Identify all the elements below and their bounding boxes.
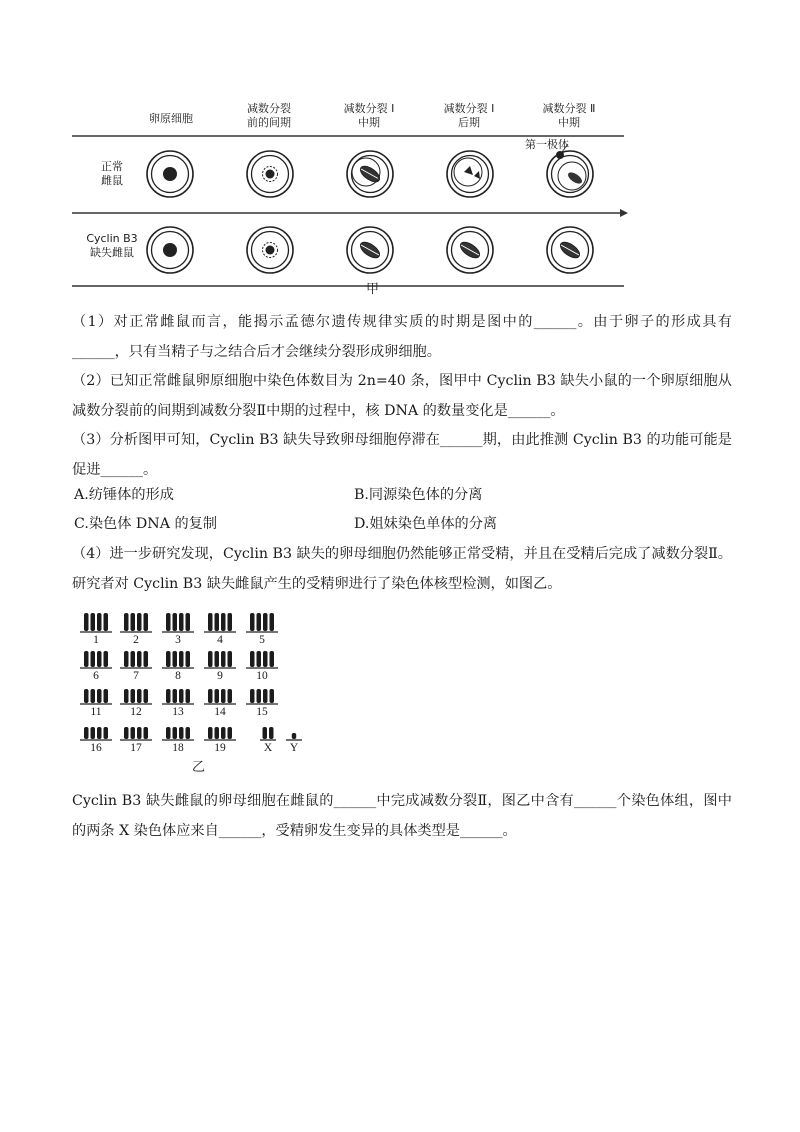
chromosome — [221, 727, 226, 739]
chromosome-number: 13 — [172, 706, 184, 718]
header-line: 减数分裂 Ⅱ — [542, 102, 596, 115]
chromosome-number: 7 — [133, 670, 139, 682]
chromosome — [166, 613, 171, 631]
figure-jia — [72, 98, 632, 298]
chromosome — [137, 689, 142, 703]
chromosome — [131, 613, 136, 631]
row-label-line: 雌鼠 — [101, 174, 123, 187]
chromatin — [266, 170, 275, 179]
row-label-normal — [82, 160, 142, 188]
chromosome — [263, 689, 268, 703]
chromosome — [270, 613, 275, 631]
question-3: （3）分析图甲可知，Cyclin B3 缺失导致卵母细胞停滞在______期，由此推测 Cyclin B3 的功能可能是促进______。 — [72, 432, 732, 478]
option-a: A.纺锤体的形成 — [74, 487, 174, 503]
chromosome — [97, 689, 102, 703]
chromosome-number: 3 — [175, 634, 181, 646]
polar-body-label: 第一极体 — [525, 138, 569, 151]
option-b: B.同源染色体的分离 — [354, 487, 483, 503]
question-4: （4）进一步研究发现，Cyclin B3 缺失的卵母细胞仍然能够正常受精，并且在受精后完成了减数分裂Ⅱ。研究者对 Cyclin B3 缺失雌鼠产生的受精卵进行了染色体核型检测，如图乙。 — [72, 546, 732, 592]
chromosome — [166, 727, 171, 739]
chromosome — [263, 651, 268, 667]
chromosome-number: 2 — [133, 634, 139, 646]
chromosome — [91, 613, 96, 631]
chromosome — [270, 651, 275, 667]
chromosome — [173, 727, 178, 739]
figure-yi — [74, 604, 314, 779]
header-line: 中期 — [558, 116, 580, 129]
chromosome — [257, 613, 262, 631]
option-d: D.姐妹染色单体的分离 — [354, 516, 498, 532]
chromosome — [186, 651, 191, 667]
chromosome — [269, 727, 274, 739]
chromosome — [215, 727, 220, 739]
chromosome — [270, 689, 275, 703]
chromosome — [228, 651, 233, 667]
chromosome-number: 5 — [259, 634, 265, 646]
chromosome — [186, 727, 191, 739]
chromosome — [179, 651, 184, 667]
chromatin — [266, 246, 275, 255]
chromosome — [131, 689, 136, 703]
chromosome-number: 11 — [90, 706, 102, 718]
row-label-mutant — [82, 232, 142, 260]
header-line: 后期 — [458, 116, 480, 129]
chromosome — [97, 613, 102, 631]
chromosome-number: 15 — [256, 706, 268, 718]
chromosome — [124, 651, 129, 667]
chromosome — [104, 651, 109, 667]
chromosome-number: 4 — [217, 634, 223, 646]
chromosome — [221, 689, 226, 703]
chromosome — [228, 727, 233, 739]
row-label-line: 缺失雌鼠 — [90, 246, 134, 259]
chromosome — [186, 613, 191, 631]
chromosome — [97, 727, 102, 739]
chromosome-number: 14 — [214, 706, 226, 718]
chromosome — [263, 613, 268, 631]
chromosome — [263, 727, 268, 739]
chromosome — [144, 727, 149, 739]
chromosome-number: 16 — [90, 742, 102, 754]
chromosome — [91, 651, 96, 667]
spindle — [566, 170, 584, 186]
header-line: 前的间期 — [247, 116, 291, 129]
chromosome — [228, 689, 233, 703]
nucleus — [163, 167, 177, 181]
chromosome — [208, 613, 213, 631]
chromosome-number: 19 — [214, 742, 226, 754]
chromosome-group — [474, 171, 480, 179]
arrow-head — [620, 209, 628, 217]
chromosome — [104, 727, 109, 739]
chromosome — [215, 651, 220, 667]
chromosome — [179, 689, 184, 703]
figure-jia-caption: 甲 — [366, 282, 380, 297]
chromosome — [250, 689, 255, 703]
chromosome — [104, 689, 109, 703]
question-4-continued: Cyclin B3 缺失雌鼠的卵母细胞在雌鼠的______中完成减数分裂Ⅱ，图乙中含有______个染色体组，图中的两条 X 染色体应来自______，受精卵发生变异的具体类型是______。 — [72, 793, 732, 839]
chromosome — [208, 727, 213, 739]
header-line: 减数分裂 — [247, 102, 291, 115]
chromosome — [166, 689, 171, 703]
chromosome-number: Y — [289, 742, 299, 754]
chromosome — [91, 689, 96, 703]
chromosome — [186, 689, 191, 703]
chromosome — [257, 651, 262, 667]
chromosome-number: 12 — [130, 706, 142, 718]
header-line: 减数分裂 Ⅰ — [343, 102, 395, 115]
header-line: 减数分裂 Ⅰ — [443, 102, 495, 115]
chromosome — [97, 651, 102, 667]
chromosome-number: 1 — [93, 634, 99, 646]
chromosome — [144, 689, 149, 703]
chromosome — [173, 689, 178, 703]
chromosome — [228, 613, 233, 631]
chromosome — [144, 651, 149, 667]
chromosome-group — [464, 166, 473, 175]
chromosome — [292, 733, 297, 739]
chromosome — [215, 613, 220, 631]
chromosome — [208, 651, 213, 667]
chromosome — [131, 651, 136, 667]
header-mi-metaphase — [324, 102, 414, 130]
chromosome — [124, 613, 129, 631]
chromosome — [179, 727, 184, 739]
chromosome — [221, 651, 226, 667]
chromosome — [221, 613, 226, 631]
chromosome — [173, 613, 178, 631]
chromosome — [215, 689, 220, 703]
chromosome — [137, 651, 142, 667]
chromosome — [137, 613, 142, 631]
chromosome — [84, 651, 89, 667]
chromosome-number: 18 — [172, 742, 184, 754]
chromosome-number: 9 — [217, 670, 223, 682]
figure-yi-caption: 乙 — [192, 760, 206, 775]
chromosome — [84, 613, 89, 631]
chromosome — [257, 689, 262, 703]
question-1: （1）对正常雌鼠而言，能揭示孟德尔遗传规律实质的时期是图中的______。由于卵子的形成具有______，只有当精子与之结合后才会继续分裂形成卵细胞。 — [72, 314, 732, 360]
header-line: 中期 — [358, 116, 380, 129]
chromosome-number: 8 — [175, 670, 181, 682]
nucleus — [163, 243, 177, 257]
row-label-line: Cyclin B3 — [86, 232, 138, 245]
header-interphase — [224, 102, 314, 130]
chromosome — [104, 613, 109, 631]
chromosome-number: 17 — [130, 742, 142, 754]
chromosome — [131, 727, 136, 739]
header-mii-metaphase — [524, 102, 614, 130]
chromosome — [124, 727, 129, 739]
chromosome — [91, 727, 96, 739]
chromosome — [173, 651, 178, 667]
chromosome — [179, 613, 184, 631]
polar-body — [556, 151, 564, 159]
option-c: C.染色体 DNA 的复制 — [74, 516, 218, 532]
chromosome — [124, 689, 129, 703]
header-line: 卵原细胞 — [149, 112, 193, 125]
chromosome — [208, 689, 213, 703]
chromosome-number: 6 — [93, 670, 99, 682]
chromosome — [137, 727, 142, 739]
chromosome — [84, 689, 89, 703]
chromosome — [250, 613, 255, 631]
chromosome — [144, 613, 149, 631]
row-label-line: 正常 — [101, 160, 123, 173]
chromosome-number: X — [263, 742, 273, 754]
chromosome — [84, 727, 89, 739]
header-oogonium — [126, 112, 216, 126]
chromosome — [250, 651, 255, 667]
chromosome — [166, 651, 171, 667]
header-mi-anaphase — [424, 102, 514, 130]
question-2: （2）已知正常雌鼠卵原细胞中染色体数目为 2n=40 条，图甲中 Cyclin B3 缺失小鼠的一个卵原细胞从减数分裂前的间期到减数分裂Ⅱ中期的过程中，核 DNA 的数量变化是______。 — [72, 373, 732, 419]
chromosome-number: 10 — [256, 670, 268, 682]
